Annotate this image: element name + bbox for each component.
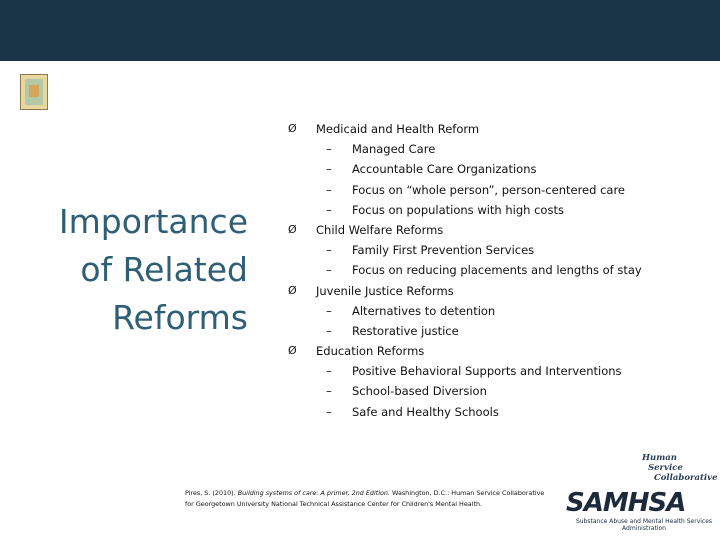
sub-bullet-text: Safe and Healthy Schools bbox=[352, 404, 499, 419]
samhsa-subtitle: Substance Abuse and Mental Health Services Administration bbox=[575, 518, 713, 532]
bullet-arrow-icon: Ø bbox=[288, 122, 297, 135]
organization-logo-icon bbox=[20, 74, 48, 110]
title-line-1: Importance bbox=[58, 202, 248, 241]
sub-bullet-item bbox=[288, 260, 708, 280]
sub-bullet-item bbox=[288, 301, 708, 321]
sub-bullet-text: Alternatives to detention bbox=[352, 303, 496, 318]
dash-icon: – bbox=[326, 162, 332, 177]
top-banner bbox=[0, 0, 720, 61]
sub-bullet-item bbox=[288, 240, 708, 260]
dash-icon: – bbox=[326, 142, 332, 157]
citation-line-1: Pires, S. (2010). Building systems of care: A primer, 2nd Edition. Washington, D.C.: Human Service Collaborative bbox=[185, 489, 545, 497]
title-line-2: of Related bbox=[80, 250, 248, 289]
bullet-text: Child Welfare Reforms bbox=[316, 222, 444, 237]
human-service-collaborative-logo: Human Service Collaborative bbox=[642, 453, 718, 483]
sub-bullet-item bbox=[288, 159, 708, 179]
bullet-text: Education Reforms bbox=[316, 344, 425, 359]
dash-icon: – bbox=[326, 323, 332, 338]
sub-bullet-text: Focus on “whole person”, person-centered care bbox=[352, 182, 626, 197]
dash-icon: – bbox=[326, 202, 332, 217]
sub-bullet-item bbox=[288, 361, 708, 381]
dash-icon: – bbox=[326, 243, 332, 258]
bullet-list bbox=[288, 119, 708, 422]
sub-bullet-item bbox=[288, 139, 708, 159]
citation-line-2: for Georgetown University National Technical Assistance Center for Children's Mental Health. bbox=[185, 500, 483, 508]
dash-icon: – bbox=[326, 303, 332, 318]
sub-bullet-text: Focus on reducing placements and lengths of stay bbox=[352, 263, 642, 278]
sub-bullet-text: Positive Behavioral Supports and Interventions bbox=[352, 364, 622, 379]
dash-icon: – bbox=[326, 182, 332, 197]
sub-bullet-text: Managed Care bbox=[352, 142, 436, 157]
title-line-3: Reforms bbox=[112, 298, 248, 337]
bullet-item bbox=[288, 220, 708, 240]
sub-bullet-item bbox=[288, 321, 708, 341]
citation bbox=[185, 488, 605, 510]
dash-icon: – bbox=[326, 263, 332, 278]
sub-bullet-item bbox=[288, 200, 708, 220]
dash-icon: – bbox=[326, 384, 332, 399]
bullet-item bbox=[288, 119, 708, 139]
samhsa-logo: SAMHSA bbox=[566, 488, 686, 518]
dash-icon: – bbox=[326, 364, 332, 379]
dash-icon: – bbox=[326, 404, 332, 419]
bullet-arrow-icon: Ø bbox=[288, 222, 297, 236]
sub-bullet-text: School-based Diversion bbox=[352, 384, 487, 399]
sub-bullet-text: Focus on populations with high costs bbox=[352, 202, 564, 217]
sub-bullet-text: Restorative justice bbox=[352, 323, 459, 338]
sub-bullet-text: Accountable Care Organizations bbox=[352, 162, 537, 177]
bullet-arrow-icon: Ø bbox=[288, 344, 297, 358]
sub-bullet-item bbox=[288, 180, 708, 200]
bullet-text: Juvenile Justice Reforms bbox=[316, 283, 454, 298]
sub-bullet-item bbox=[288, 402, 708, 422]
bullet-text: Medicaid and Health Reform bbox=[316, 122, 480, 136]
bullet-arrow-icon: Ø bbox=[288, 283, 297, 297]
sub-bullet-item bbox=[288, 381, 708, 401]
slide-title bbox=[30, 198, 248, 342]
bullet-item bbox=[288, 341, 708, 361]
sub-bullet-text: Family First Prevention Services bbox=[352, 243, 535, 258]
bullet-item bbox=[288, 281, 708, 301]
